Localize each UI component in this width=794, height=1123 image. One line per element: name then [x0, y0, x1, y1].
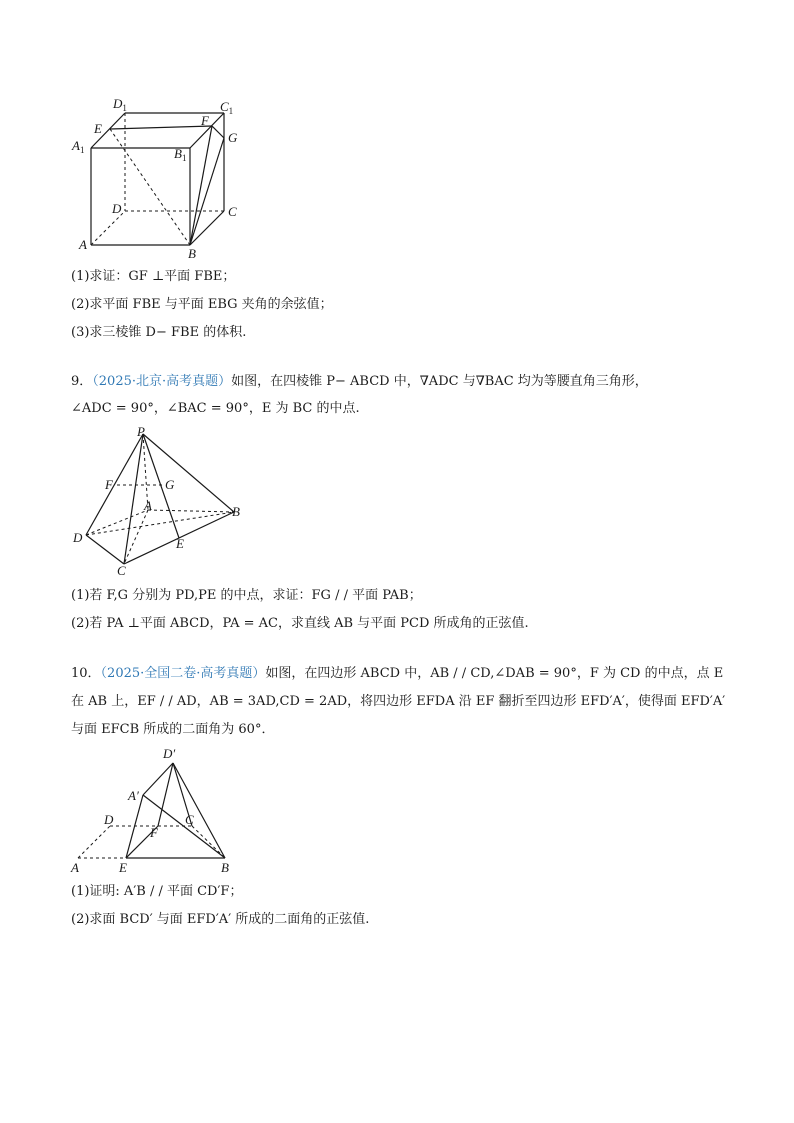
- p9-stem-line-1: [71, 373, 648, 391]
- p10-question-2: (2)求面 BCD′ 与面 EFD′A′ 所成的二面角的正弦值.: [71, 912, 370, 927]
- label-E: E: [176, 536, 184, 551]
- p8-question-1: (1)求证：GF ⊥平面 FBE；: [71, 269, 236, 284]
- edge-PD: [86, 434, 143, 535]
- hidden-edge-DA: [86, 510, 148, 535]
- label-C1: $C_1$: [220, 99, 234, 116]
- label-D: D: [73, 530, 83, 545]
- label-C: C: [185, 812, 194, 827]
- label-B1: $B_1$: [174, 146, 187, 163]
- p8-question-2: (2)求平面 FBE 与平面 EBG 夹角的余弦值；: [71, 297, 333, 312]
- p9-number: 9．: [71, 374, 93, 389]
- label-A: A: [79, 237, 87, 252]
- hidden-edge-AB: [148, 510, 234, 512]
- label-B: B: [221, 860, 229, 875]
- edge-PC: [124, 434, 143, 564]
- label-Ap: A′: [128, 788, 139, 803]
- edge-DpEp: [173, 763, 225, 858]
- p10-question-1: (1)证明: A′B / / 平面 CD′F；: [71, 884, 243, 899]
- label-D: D: [112, 201, 122, 216]
- label-D: D: [104, 812, 114, 827]
- p9-source: （2025·北京·高考真题）: [92, 374, 232, 389]
- cube-figure: [66, 92, 256, 267]
- label-B: B: [188, 246, 196, 261]
- label-G: G: [228, 130, 238, 145]
- p10-stem-line-1: [71, 665, 723, 683]
- edge-DC: [86, 535, 124, 564]
- label-F: F: [150, 825, 158, 840]
- label-C: C: [228, 204, 237, 219]
- label-A: A: [144, 498, 152, 513]
- label-D1: $D_1$: [113, 96, 127, 113]
- p8-question-3: (3)求三棱锥 D− FBE 的体积.: [71, 325, 247, 340]
- label-F: F: [201, 113, 209, 128]
- label-E: E: [119, 860, 127, 875]
- label-C: C: [117, 563, 126, 578]
- hidden-edge-CB: [192, 826, 225, 858]
- pyramid-figure: [66, 424, 256, 579]
- p9-question-2: (2)若 PA ⊥平面 ABCD，PA = AC，求直线 AB 与平面 PCD 所成角的正弦值.: [71, 616, 529, 631]
- p9-stem-line-2: ∠ADC = 90°，∠BAC = 90°，E 为 BC 的中点.: [71, 401, 360, 416]
- hidden-edge-DB: [86, 512, 234, 535]
- label-Dp: D′: [163, 746, 176, 761]
- p10-number: 10．: [71, 666, 101, 681]
- p9-question-1: (1)若 F,G 分别为 PD,PE 的中点，求证：FG / / 平面 PAB；: [71, 588, 422, 603]
- edge-FG: [212, 126, 224, 138]
- p10-stem-line-3: 与面 EFCB 所成的二面角为 60°．: [71, 722, 275, 737]
- p9-stem-text: 如图，在四棱锥 P− ABCD 中，∇ADC 与∇BAC 均为等腰直角三角形，: [231, 374, 648, 389]
- label-B: B: [232, 504, 240, 519]
- edge-DpAp: [143, 763, 173, 795]
- p10-source: （2025·全国二卷·高考真题）: [100, 666, 266, 681]
- hidden-edge: [91, 211, 125, 245]
- hidden-edge-AD: [78, 826, 110, 858]
- label-A1: $A_1$: [72, 138, 85, 155]
- label-F: F: [105, 477, 113, 492]
- p10-stem-text: 如图，在四边形 ABCD 中，AB / / CD,∠DAB = 90°，F 为 CD 的中点，点 E: [265, 666, 724, 681]
- fold-figure: [66, 744, 256, 879]
- label-E: E: [94, 121, 102, 136]
- label-P: P: [137, 424, 145, 439]
- label-G: G: [165, 477, 175, 492]
- label-A: A: [71, 860, 79, 875]
- p10-stem-line-2: 在 AB 上，EF / / AD，AB = 3AD,CD = 2AD，将四边形 EFDA 沿 EF 翻折至四边形 EFD′A′，使得面 EFD′A′: [71, 694, 726, 709]
